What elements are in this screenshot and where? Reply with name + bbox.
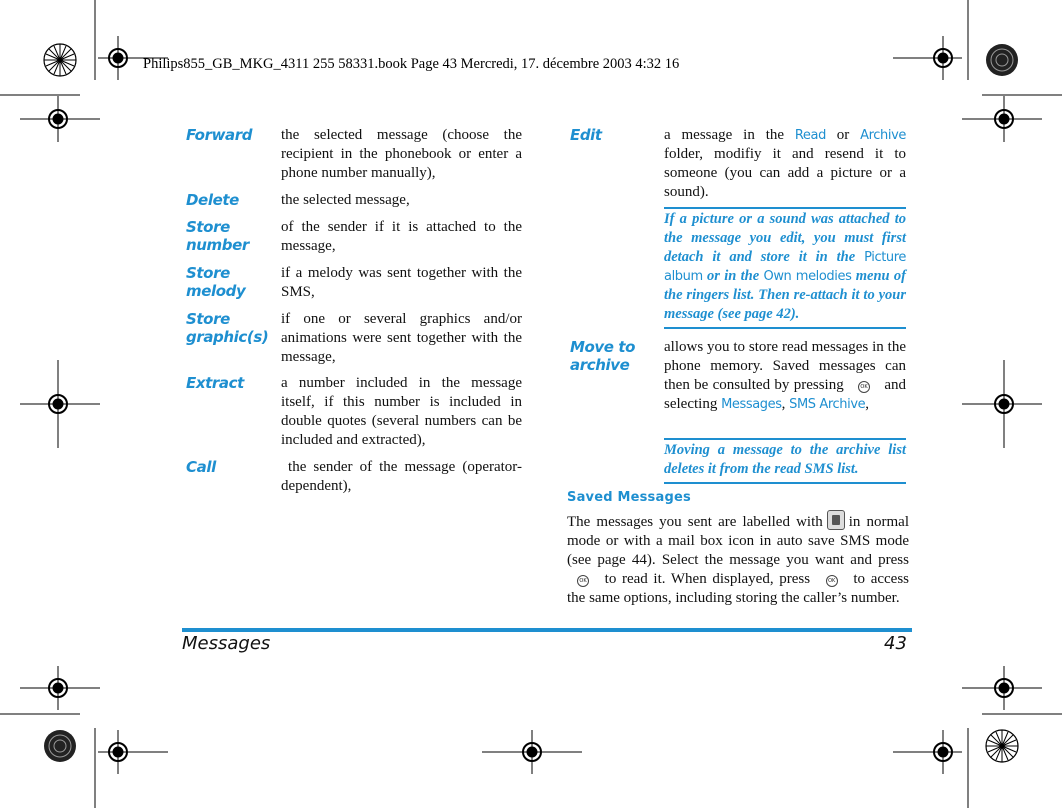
def-store-number: of the sender if it is attached to the message, [281,219,522,254]
page-number: 43 [884,633,907,654]
def-move-to-archive [664,338,906,414]
term-edit: Edit [570,126,602,144]
sent-message-icon [827,510,845,530]
saved-text-3: to read it. When displayed, press [604,571,811,587]
kw-sms-archive: SMS Archive [789,397,866,412]
note-move: Moving a message to the archive list deletes it from the read SMS list. [664,438,906,484]
def-move-text-3: , [781,396,790,412]
note-edit-text-1: If a picture or a sound was attached to the message you edit, you must first detach it and store it in the [664,211,906,265]
kw-picture-album: Picture album [664,250,906,284]
note-edit-text-3: menu of the ringers list. Then re-attach it to your message (see page 42). [664,268,907,322]
def-extract: a number included in the message itself, if this number is included in double quotes (several numbers can be included and extracted), [281,375,522,448]
kw-archive: Archive [860,128,906,143]
saved-messages-paragraph [567,510,909,608]
def-delete: the selected message, [281,192,410,208]
def-edit-text-1: a message in the [664,127,795,143]
def-forward: the selected message (choose the recipient in the phonebook or enter a phone number manually), [281,127,522,181]
ok-key-icon: OK [577,575,589,587]
def-move-text-1: allows you to store read messages in the phone memory. Saved messages can then be consulted by pressing [664,339,906,393]
kw-messages: Messages [721,397,782,412]
term-store-melody: Store melody [186,264,246,300]
def-edit-text-2: or [825,127,861,143]
footer-rule [182,628,912,632]
term-store-number: Store number [186,218,249,254]
note-edit-text-2: or in the [702,268,764,284]
def-call: the sender of the message (operator-dependent), [281,459,523,494]
note-edit [664,207,906,329]
term-extract: Extract [186,374,244,392]
term-delete: Delete [186,191,239,209]
term-store-graphics: Store graphic(s) [186,310,269,346]
def-move-text-4: , [865,396,869,412]
section-title-saved-messages: Saved Messages [567,490,691,505]
def-store-graphics: if one or several graphics and/or animations were sent together with the message, [281,311,522,365]
term-forward: Forward [186,126,253,144]
def-store-melody: if a melody was sent together with the SMS, [281,265,522,300]
term-move-to-archive: Move to archive [570,338,636,374]
kw-read: Read [794,128,826,143]
def-move-text-2: and selecting [664,377,907,412]
saved-text-4: to access the same options, including storing the caller’s number. [567,571,910,606]
ok-key-icon: OK [826,575,838,587]
term-call: Call [186,458,216,476]
footer-section-title: Messages [182,633,271,654]
kw-own-melodies: Own melodies [763,269,852,284]
saved-text-1: The messages you sent are labelled with [567,514,823,530]
ok-key-icon: OK [858,381,870,393]
book-header: Philips855_GB_MKG_4311 255 58331.book Page 43 Mercredi, 17. décembre 2003 4:32 16 [143,56,680,72]
def-edit-text-3: folder, modifiy it and resend it to someone (you can add a picture or a sound). [664,146,906,200]
saved-text-2: in normal mode or with a mail box icon in auto save SMS mode (see page 44). Select the message you want and press [567,514,909,568]
def-edit [664,126,906,202]
